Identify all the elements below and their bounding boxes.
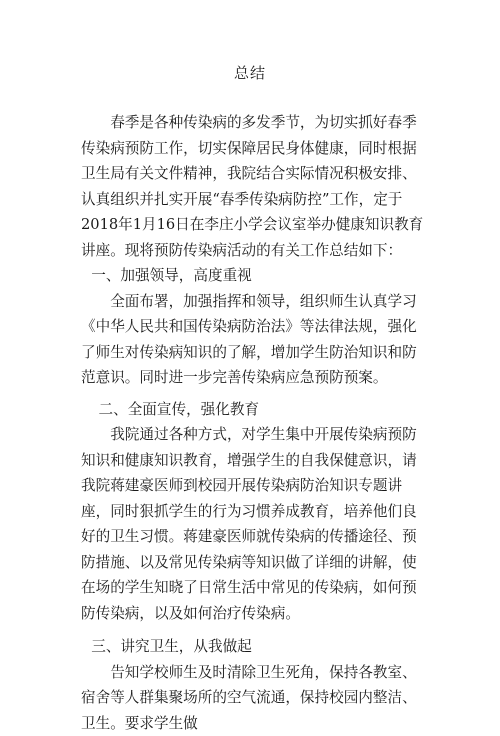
section-3-heading: 三、讲究卫生，从我做起 [81, 634, 426, 660]
section-1-paragraph: 全面布署，加强指挥和领导，组织师生认真学习《中华人民共和国传染病防治法》等法律法规，强化了师生对传染病知识的了解，增加学生防治知识和防范意识。同时进一步完善传染病应急预防预案。 [81, 289, 426, 391]
section-3-paragraph: 告知学校师生及时清除卫生死角，保持各教室、宿舍等人群集聚场所的空气流通，保持校园内整洁、卫生。要求学生做 [81, 660, 426, 736]
document-title: 总结 [0, 62, 500, 83]
intro-paragraph: 春季是各种传染病的多发季节，为切实抓好春季传染病预防工作，切实保障居民身体健康，同时根据卫生局有关文件精神，我院结合实际情况积极安排、认真组织并扎实开展“春季传染病防控”工作，定于2018年1月16日在李庄小学会议室举办健康知识教育讲座。现将预防传染病活动的有关工作总结如下： [81, 110, 426, 263]
section-1-heading: 一、加强领导，高度重视 [81, 263, 426, 289]
section-2-paragraph: 我院通过各种方式，对学生集中开展传染病预防知识和健康知识教育，增强学生的自我保健意识，请我院蒋建豪医师到校园开展传染病防治知识专题讲座，同时狠抓学生的行为习惯养成教育，培养他们良好的卫生习惯。蒋建豪医师就传染病的传播途径、预防措施、以及常见传染病等知识做了详细的讲解，使在场的学生知晓了日常生活中常见的传染病，如何预防传染病，以及如何治疗传染病。 [81, 422, 426, 626]
document-body [81, 110, 426, 736]
section-2-heading: 二、全面宣传，强化教育 [81, 397, 426, 423]
